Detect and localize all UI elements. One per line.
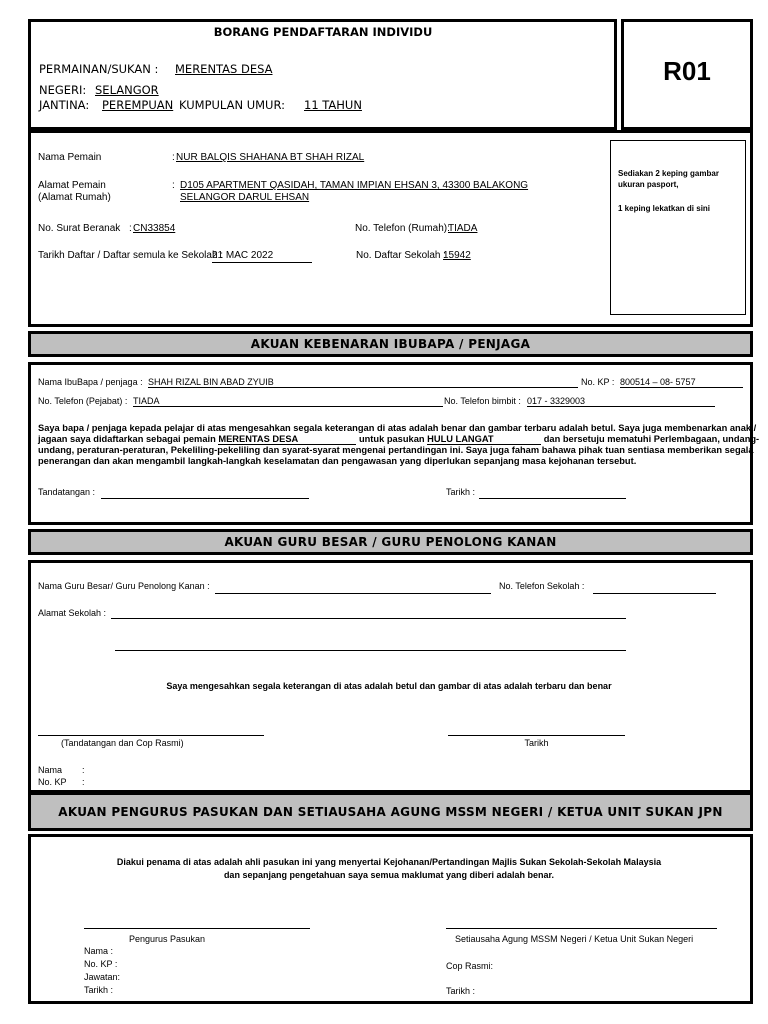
- school-reg-value[interactable]: 15942: [443, 250, 471, 261]
- state-label: NEGERI:: [39, 83, 87, 97]
- headmaster-section-title: AKUAN GURU BESAR / GURU PENOLONG KANAN: [28, 529, 753, 555]
- school-address-line-1[interactable]: [111, 618, 626, 619]
- photo-note-line-3: 1 keping lekatkan di sini: [618, 204, 711, 213]
- headmaster-section-box: [28, 560, 753, 793]
- parent-ic-label: No. KP :: [581, 377, 615, 387]
- form-code: R01: [663, 56, 711, 86]
- parent-name-label: Nama IbuBapa / penjaga :: [38, 377, 143, 387]
- manager-name-field: Nama :: [84, 946, 114, 956]
- office-phone-label: No. Telefon (Pejabat) :: [38, 396, 128, 406]
- parent-date-line[interactable]: [479, 498, 626, 499]
- age-label: KUMPULAN UMUR:: [179, 98, 285, 112]
- sport-value[interactable]: MERENTAS DESA: [175, 62, 273, 76]
- headmaster-name-label: Nama Guru Besar/ Guru Penolong Kanan :: [38, 581, 210, 591]
- headmaster-ic-colon: :: [82, 777, 85, 787]
- parent-signature-label: Tandatangan :: [38, 487, 96, 497]
- mobile-value[interactable]: 017 - 3329003: [527, 396, 715, 407]
- mobile-label: No. Telefon bimbit :: [444, 396, 521, 406]
- secretary-date-field: Tarikh :: [446, 986, 476, 996]
- mssm-declaration-line-1: Diakui penama di atas adalah ahli pasukan ini yang menyertai Kejohanan/Pertandingan Majlis Sukan Sekolah-Sekolah Malaysia: [116, 857, 662, 867]
- birth-cert-value[interactable]: CN33854: [133, 223, 176, 234]
- player-name-label: Nama Pemain: [38, 152, 102, 163]
- player-name-colon: :: [172, 152, 175, 163]
- address-line-1[interactable]: D105 APARTMENT QASIDAH, TAMAN IMPIAN EHSAN 3, 43300 BALAKONG: [180, 180, 529, 191]
- age-value[interactable]: 11 TAHUN: [304, 98, 362, 112]
- parent-consent-line-1: Saya bapa / penjaga kepada pelajar di atas mengesahkan segala keterangan di atas adalah benar dan gambar terbaru adalah betul. Saya juga membenarkan anak /: [38, 423, 757, 433]
- headmaster-declaration: Saya mengesahkan segala keterangan di atas adalah betul dan gambar di atas adalah terbaru dan benar: [166, 681, 612, 691]
- birth-cert-colon: :: [129, 223, 132, 234]
- school-address-line-2[interactable]: [115, 650, 626, 651]
- parent-name-value[interactable]: SHAH RIZAL BIN ABAD ZYUIB: [148, 377, 578, 388]
- headmaster-name-field: Nama: [38, 765, 63, 775]
- form-title: BORANG PENDAFTARAN INDIVIDU: [213, 25, 433, 39]
- gender-label: JANTINA:: [39, 98, 90, 112]
- secretary-label: Setiausaha Agung MSSM Negeri / Ketua Unit Sukan Negeri: [455, 934, 694, 944]
- secretary-stamp-field: Cop Rasmi:: [446, 961, 494, 971]
- parent-consent-line-2: [38, 434, 760, 445]
- photo-note-line-1: Sediakan 2 keping gambar: [618, 169, 719, 178]
- address-label-home: (Alamat Rumah): [38, 192, 111, 203]
- school-reg-label: No. Daftar Sekolah :: [356, 250, 447, 261]
- parent-ic-value[interactable]: 800514 – 08- 5757: [620, 377, 743, 388]
- consent-text-c: dan bersetuju mematuhi Perlembagaan, undang-: [543, 434, 760, 444]
- parent-section-title: AKUAN KEBENARAN IBUBAPA / PENJAGA: [28, 331, 753, 357]
- headmaster-signature-label: (Tandatangan dan Cop Rasmi): [61, 738, 184, 748]
- headmaster-date-label: Tarikh: [524, 738, 549, 748]
- address-label: Alamat Pemain: [38, 180, 106, 191]
- reg-date-label: Tarikh Daftar / Daftar semula ke Sekolah :: [38, 250, 224, 261]
- headmaster-date-line[interactable]: [448, 735, 625, 736]
- state-value[interactable]: SELANGOR: [95, 83, 159, 97]
- school-address-label: Alamat Sekolah :: [38, 608, 107, 618]
- school-phone-label: No. Telefon Sekolah :: [499, 581, 585, 591]
- player-name-value[interactable]: NUR BALQIS SHAHANA BT SHAH RIZAL: [176, 152, 365, 163]
- mssm-declaration-line-2: dan sepanjang pengetahuan saya semua maklumat yang diberi adalah benar.: [223, 870, 555, 880]
- headmaster-signature-line[interactable]: [38, 735, 264, 736]
- manager-signature-line[interactable]: [84, 928, 310, 929]
- consent-text-a: jagaan saya didaftarkan sebagai pemain: [38, 434, 216, 444]
- school-phone-line[interactable]: [593, 593, 716, 594]
- photo-note-line-2: ukuran pasport,: [618, 180, 679, 189]
- home-phone-label: No. Telefon (Rumah):: [355, 223, 450, 234]
- headmaster-ic-field: No. KP: [38, 777, 67, 787]
- parent-consent-line-4: penerangan dan akan mengambil langkah-langkah keselamatan dan pengawasan yang diperlukan sepanjang masa kejohanan tersebut.: [38, 456, 637, 466]
- birth-cert-label: No. Surat Beranak: [38, 223, 121, 234]
- address-line-2[interactable]: SELANGOR DARUL EHSAN: [180, 192, 310, 203]
- headmaster-name-line[interactable]: [215, 593, 491, 594]
- headmaster-name-colon: :: [82, 765, 85, 775]
- gender-value[interactable]: PEREMPUAN: [102, 98, 174, 112]
- manager-post-field: Jawatan:: [84, 972, 121, 982]
- consent-text-b: untuk pasukan: [358, 434, 425, 444]
- parent-consent-line-3: undang, peraturan-peraturan, Pekeliling-pekeliling dan syarat-syarat mengenai pertandingan ini. Saya juga faham bahawa pihak tuan sentiasa memberikan segala: [38, 445, 754, 455]
- consent-sport[interactable]: MERENTAS DESA: [218, 434, 356, 445]
- secretary-signature-line[interactable]: [446, 928, 717, 929]
- manager-date-field: Tarikh :: [84, 985, 114, 995]
- consent-team[interactable]: HULU LANGAT: [427, 434, 541, 445]
- reg-date-value[interactable]: 21 MAC 2022: [212, 250, 312, 263]
- mssm-section-title: AKUAN PENGURUS PASUKAN DAN SETIAUSAHA AGUNG MSSM NEGERI / KETUA UNIT SUKAN JPN: [28, 792, 753, 831]
- home-phone-value[interactable]: TIADA: [448, 223, 478, 234]
- office-phone-value[interactable]: TIADA: [133, 396, 443, 407]
- sport-label: PERMAINAN/SUKAN :: [39, 62, 159, 76]
- parent-date-label: Tarikh :: [446, 487, 476, 497]
- manager-label: Pengurus Pasukan: [129, 934, 206, 944]
- address-colon: :: [172, 180, 175, 191]
- photo-box[interactable]: [610, 140, 746, 315]
- parent-signature-line[interactable]: [101, 498, 309, 499]
- manager-ic-field: No. KP :: [84, 959, 118, 969]
